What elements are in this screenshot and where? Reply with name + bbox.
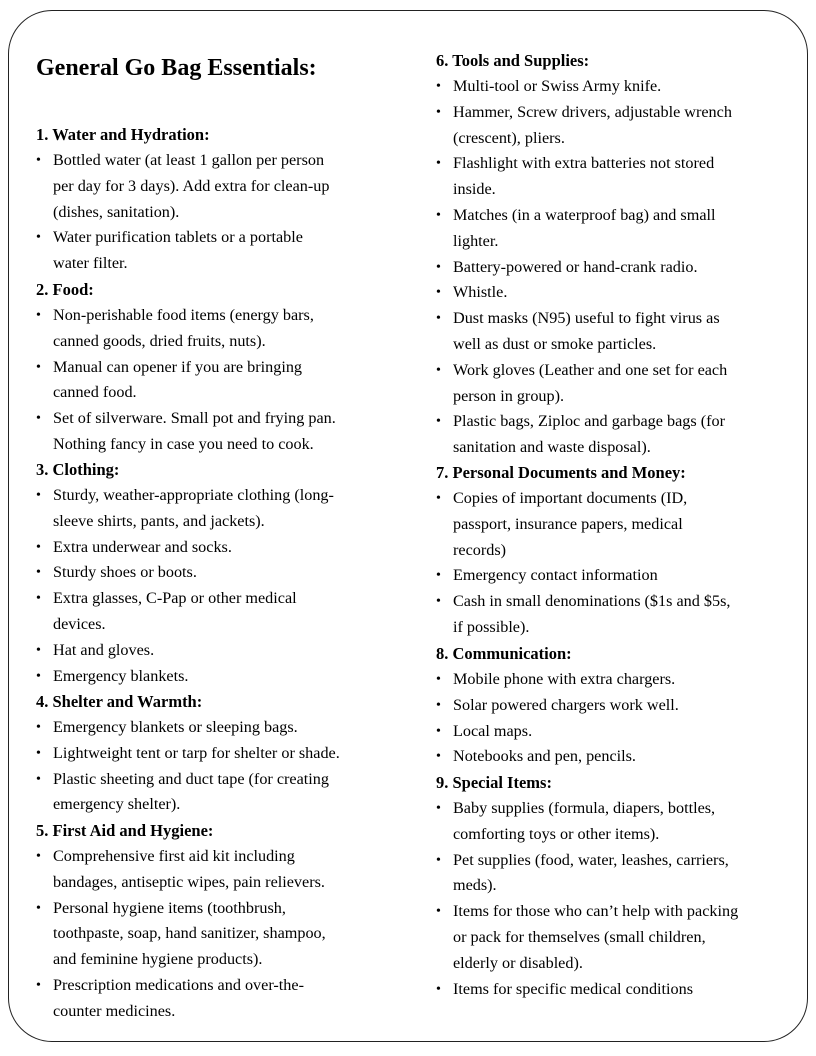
list-item [36,148,396,225]
section-heading: 6. Tools and Supplies: [436,51,590,70]
item-list [436,486,796,641]
bullet-icon: • [36,488,41,503]
list-item [36,303,396,355]
list-item [436,203,796,255]
bullet-icon: • [436,79,441,94]
section-heading: 9. Special Items: [436,773,552,792]
list-item [436,796,796,848]
item-list [36,303,396,458]
item-text-line: Hat and gloves. [53,640,155,659]
item-text-line: canned goods, dried fruits, nuts). [53,331,266,350]
list-item [436,899,796,976]
item-text-line: and feminine hygiene products). [53,950,263,969]
bullet-icon: • [436,285,441,301]
item-text-line: per day for 3 days). Add extra for clean-up [53,176,330,195]
item-text-line: counter medicines. [53,1001,176,1020]
item-text-line: Lightweight tent or tarp for shelter or shade. [53,743,340,762]
item-text-line: bandages, antiseptic wipes, pain relievers. [53,872,325,891]
bullet-icon: • [436,904,441,920]
section-food [36,277,396,458]
list-item [436,977,796,1003]
item-text-line: Battery-powered or hand-crank radio. [453,257,698,276]
list-item [436,306,796,358]
section-first-aid [36,818,396,1025]
page-title: General Go Bag Essentials: [36,55,317,81]
bullet-icon: • [436,491,441,506]
item-text-line: Personal hygiene items (toothbrush, [53,898,286,917]
section-heading: 3. Clothing: [36,460,120,479]
bullet-icon: • [36,977,41,993]
bullet-icon: • [436,852,441,868]
item-text-line: Whistle. [453,283,508,302]
section-special-items [436,770,796,1002]
section-heading: 5. First Aid and Hygiene: [36,821,214,840]
list-item [436,151,796,203]
item-text-line: Matches (in a waterproof bag) and small [453,205,716,224]
item-text-line: Notebooks and pen, pencils. [453,747,636,766]
bullet-icon: • [36,642,41,658]
section-documents [436,460,796,641]
item-list [436,74,796,461]
bullet-icon: • [436,594,441,610]
item-text-line: Plastic bags, Ziploc and garbage bags (for [453,412,725,431]
list-item [36,560,396,586]
bullet-icon: • [36,539,41,555]
item-text-line: Multi-tool or Swiss Army knife. [453,77,662,95]
list-item [436,667,796,693]
bullet-icon: • [36,745,41,761]
item-text-line: inside. [453,180,496,199]
list-item [36,586,396,638]
bullet-icon: • [36,720,41,735]
bullet-icon: • [436,749,441,765]
item-text-line: Bottled water (at least 1 gallon per person [53,151,325,169]
list-item [436,563,796,589]
bullet-icon: • [36,591,41,607]
section-clothing [36,457,396,689]
item-text-line: Items for specific medical conditions [453,979,694,998]
section-heading: 7. Personal Documents and Money: [436,463,686,482]
item-text-line: (dishes, sanitation). [53,202,180,221]
item-text-line: Items for those who can’t help with packing [453,902,739,921]
item-text-line: devices. [53,614,106,633]
list-item [436,589,796,641]
item-text-line: Dust masks (N95) useful to fight virus as [453,309,720,328]
bullet-icon: • [436,207,441,223]
bullet-icon: • [36,565,41,581]
bullet-icon: • [36,153,41,168]
section-water [36,122,396,277]
list-item [36,483,396,535]
list-item [36,535,396,561]
bullet-icon: • [36,411,41,427]
item-text-line: Plastic sheeting and duct tape (for creating [53,769,329,788]
item-text-line: person in group). [453,386,565,405]
item-text-line: canned food. [53,383,137,402]
item-text-line: Work gloves (Leather and one set for each [453,360,728,379]
list-item [36,973,396,1025]
item-text-line: well as dust or smoke particles. [453,334,657,353]
bullet-icon: • [436,259,441,275]
list-item [36,355,396,407]
item-text-line: Pet supplies (food, water, leashes, carriers, [453,850,729,869]
item-text-line: sanitation and waste disposal). [453,438,651,457]
bullet-icon: • [36,849,41,864]
list-item [436,280,796,306]
item-text-line: (crescent), pliers. [453,128,565,147]
list-item [436,358,796,410]
bullet-icon: • [436,362,441,378]
item-text-line: emergency shelter). [53,795,181,814]
list-item [436,719,796,745]
item-text-line: toothpaste, soap, hand sanitizer, shampoo, [53,924,326,943]
item-text-line: Water purification tablets or a portable [53,228,303,247]
bullet-icon: • [36,359,41,375]
section-heading: 1. Water and Hydration: [36,125,210,144]
bullet-icon: • [436,104,441,120]
item-text-line: Prescription medications and over-the- [53,975,304,994]
item-text-line: Extra underwear and socks. [53,537,232,556]
item-text-line: Sturdy, weather-appropriate clothing (long- [53,486,334,504]
item-text-line: lighter. [453,231,499,250]
item-text-line: Set of silverware. Small pot and frying pan. [53,409,336,428]
list-item [436,486,796,563]
list-item [36,844,396,896]
item-text-line: Comprehensive first aid kit including [53,847,295,865]
list-item [36,664,396,690]
item-text-line: Sturdy shoes or boots. [53,563,197,582]
list-item [36,896,396,973]
item-text-line: Extra glasses, C-Pap or other medical [53,589,297,608]
section-heading: 8. Communication: [436,644,572,663]
bullet-icon: • [36,668,41,684]
list-item [36,638,396,664]
list-item [436,74,796,100]
item-text-line: Hammer, Screw drivers, adjustable wrench [453,102,732,121]
bullet-icon: • [436,156,441,172]
item-text-line: Emergency blankets. [53,666,189,685]
item-text-line: sleeve shirts, pants, and jackets). [53,511,265,530]
item-text-line: comforting toys or other items). [453,824,660,843]
item-text-line: meds). [453,876,497,895]
list-item [436,409,796,461]
item-list [36,715,396,818]
section-heading: 4. Shelter and Warmth: [36,692,203,711]
list-item [436,693,796,719]
item-text-line: passport, insurance papers, medical [453,514,683,533]
bullet-icon: • [36,771,41,787]
list-item [36,767,396,819]
bullet-icon: • [436,414,441,430]
bullet-icon: • [436,568,441,584]
item-text-line: water filter. [53,254,128,273]
item-list [36,844,396,1025]
bullet-icon: • [436,981,441,997]
bullet-icon: • [36,230,41,246]
list-item [436,744,796,770]
bullet-icon: • [436,801,441,816]
section-tools [436,48,796,461]
section-heading: 2. Food: [36,280,94,299]
item-text-line: Emergency contact information [453,566,658,585]
item-text-line: Non-perishable food items (energy bars, [53,306,314,324]
section-communication [436,641,796,770]
item-text-line: Manual can opener if you are bringing [53,357,303,376]
bullet-icon: • [436,697,441,713]
bullet-icon: • [436,723,441,739]
bullet-icon: • [436,672,441,687]
list-item [36,225,396,277]
item-text-line: elderly or disabled). [453,953,583,972]
item-list [36,148,396,277]
bullet-icon: • [436,311,441,327]
item-text-line: Emergency blankets or sleeping bags. [53,718,298,736]
item-text-line: Cash in small denominations ($1s and $5s, [453,592,731,611]
item-list [36,483,396,689]
bullet-icon: • [36,308,41,323]
item-text-line: Copies of important documents (ID, [453,489,688,507]
list-item [436,255,796,281]
item-text-line: Nothing fancy in case you need to cook. [53,434,314,453]
section-shelter [36,689,396,818]
list-item [436,848,796,900]
item-text-line: records) [453,540,507,559]
list-item [36,406,396,458]
item-list [436,667,796,770]
item-text-line: Local maps. [453,721,533,740]
item-text-line: Mobile phone with extra chargers. [453,670,676,688]
bullet-icon: • [36,900,41,916]
item-list [436,796,796,1002]
item-text-line: Baby supplies (formula, diapers, bottles, [453,799,716,817]
list-item [36,741,396,767]
item-text-line: or pack for themselves (small children, [453,927,706,946]
list-item [36,715,396,741]
list-item [436,100,796,152]
item-text-line: if possible). [453,617,530,636]
item-text-line: Flashlight with extra batteries not stored [453,154,715,173]
item-text-line: Solar powered chargers work well. [453,695,679,714]
